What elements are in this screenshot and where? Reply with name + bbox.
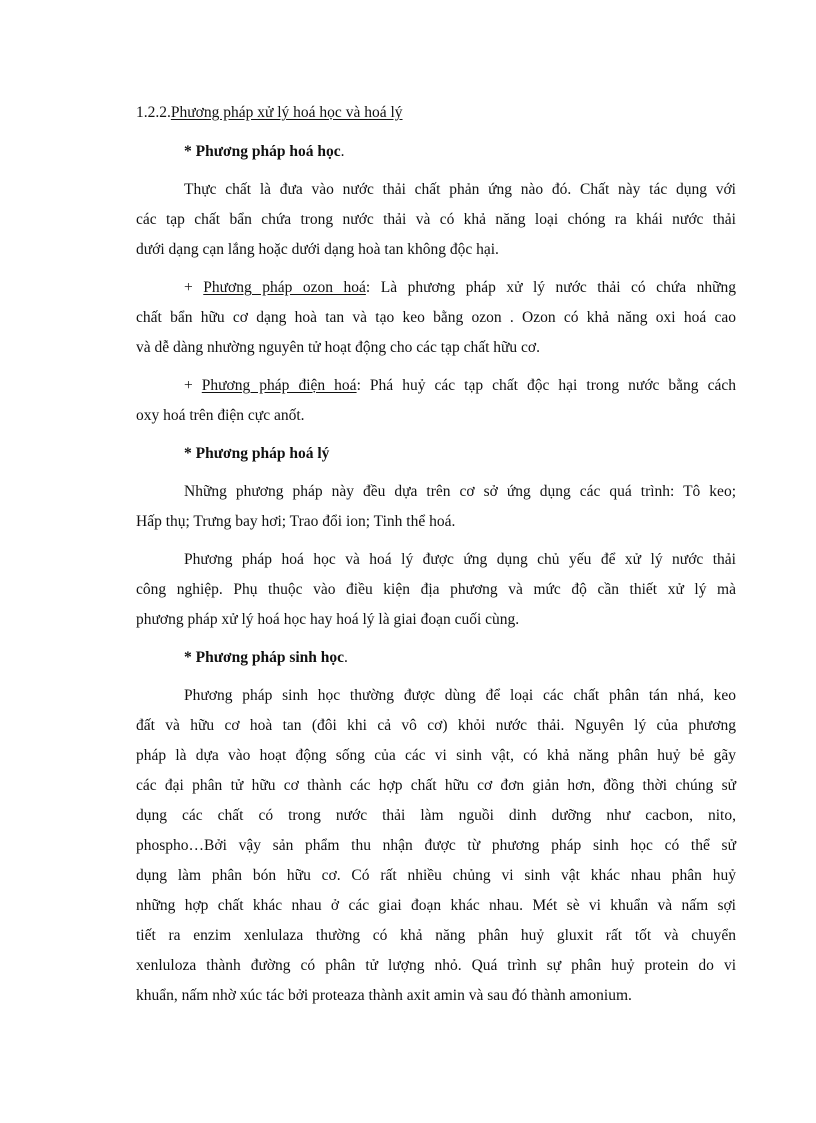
chemical-heading-text: * Phương pháp hoá học <box>184 143 341 160</box>
paragraph-line: các tạp chất bẩn chứa trong nước thải và có khả năng loại chóng ra khái nước thải <box>136 211 736 228</box>
ozon-paragraph-first-line <box>184 278 736 298</box>
bullet-plus: + <box>184 279 204 296</box>
paragraph-line: oxy hoá trên điện cực anốt. <box>136 407 305 424</box>
electro-term: Phương pháp điện hoá <box>201 377 357 394</box>
paragraph-line: tiết ra enzim xenlulaza thường có khả năng phân huỷ gluxit rất tốt và chuyển <box>136 927 736 944</box>
paragraph-line: Những phương pháp này đều dựa trên cơ sở ứng dụng các quá trình: Tô keo; <box>184 483 736 500</box>
biological-heading <box>184 648 736 668</box>
chemical-heading <box>184 142 736 162</box>
paragraph-line: xenluloza thành đường có phân tử lượng nhỏ. Quá trình sự phân huỷ protein do vi <box>136 957 736 974</box>
paragraph-line: phương pháp xử lý hoá học hay hoá lý là giai đoạn cuối cùng. <box>136 611 520 628</box>
ozon-text: : Là phương pháp xử lý nước thải có chứa những <box>365 279 737 296</box>
biological-heading-text: * Phương pháp sinh học <box>184 649 345 666</box>
electro-text: : Phá huỷ các tạp chất độc hại trong nước bằng cách <box>356 377 736 394</box>
paragraph-line: phospho…Bởi vậy sản phẩm thu nhận được từ phương pháp sinh học có thể sử <box>136 837 736 854</box>
section-number: 1.2.2. <box>136 104 171 121</box>
paragraph-line: dụng các chất có trong nước thải làm nguồi dinh dưỡng như cacbon, nito, <box>136 807 736 824</box>
ozon-term: Phương pháp ozon hoá <box>203 279 366 296</box>
electro-paragraph-first-line <box>184 376 736 396</box>
paragraph-line: công nghiệp. Phụ thuộc vào điều kiện địa phương và mức độ cần thiết xử lý mà <box>136 581 736 598</box>
paragraph-line: pháp là dựa vào hoạt động sống của các vi sinh vật, có khả năng phân huỷ bẻ gãy <box>136 747 736 764</box>
bullet-plus: + <box>184 377 202 394</box>
paragraph-line: chất bẩn hữu cơ dạng hoà tan và tạo keo bằng ozon . Ozon có khả năng oxi hoá cao <box>136 309 736 326</box>
paragraph-line: các đại phân tử hữu cơ thành các hợp chất hữu cơ đơn giản hơn, đồng thời chúng sử <box>136 777 736 794</box>
paragraph-line: Thực chất là đưa vào nước thải chất phản ứng nào đó. Chất này tác dụng với <box>184 181 736 198</box>
paragraph-line: Phương pháp hoá học và hoá lý được ứng dụng chủ yếu để xử lý nước thải <box>184 551 736 568</box>
physchem-heading <box>184 444 736 464</box>
paragraph-line: đất và hữu cơ hoà tan (đôi khi cả vô cơ) khỏi nước thải. Nguyên lý của phương <box>136 717 736 734</box>
chemical-heading-period: . <box>340 143 345 160</box>
paragraph-line: và dễ dàng nhường nguyên tử hoạt động cho các tạp chất hữu cơ. <box>136 339 541 356</box>
paragraph-line: những hợp chất khác nhau ở các giai đoạn khác nhau. Mét sè vi khuẩn và nấm sợi <box>136 897 736 914</box>
physchem-heading-text: * Phương pháp hoá lý <box>184 445 330 462</box>
section-heading <box>136 103 736 123</box>
section-title: Phương pháp xử lý hoá học và hoá lý <box>170 104 403 121</box>
paragraph-line: khuẩn, nấm nhờ xúc tác bởi proteaza thành axit amin và sau đó thành amonium. <box>136 987 632 1004</box>
paragraph-line: Phương pháp sinh học thường được dùng để loại các chất phân tán nhá, keo <box>184 687 736 704</box>
paragraph-line: Hấp thụ; Trưng bay hơi; Trao đổi ion; Tinh thể hoá. <box>136 513 456 530</box>
biological-heading-period: . <box>344 649 348 666</box>
paragraph-line: dưới dạng cạn lắng hoặc dưới dạng hoà tan không độc hại. <box>136 241 499 258</box>
paragraph-line: dụng làm phân bón hữu cơ. Có rất nhiều chủng vi sinh vật khác nhau phân huỷ <box>136 867 736 884</box>
